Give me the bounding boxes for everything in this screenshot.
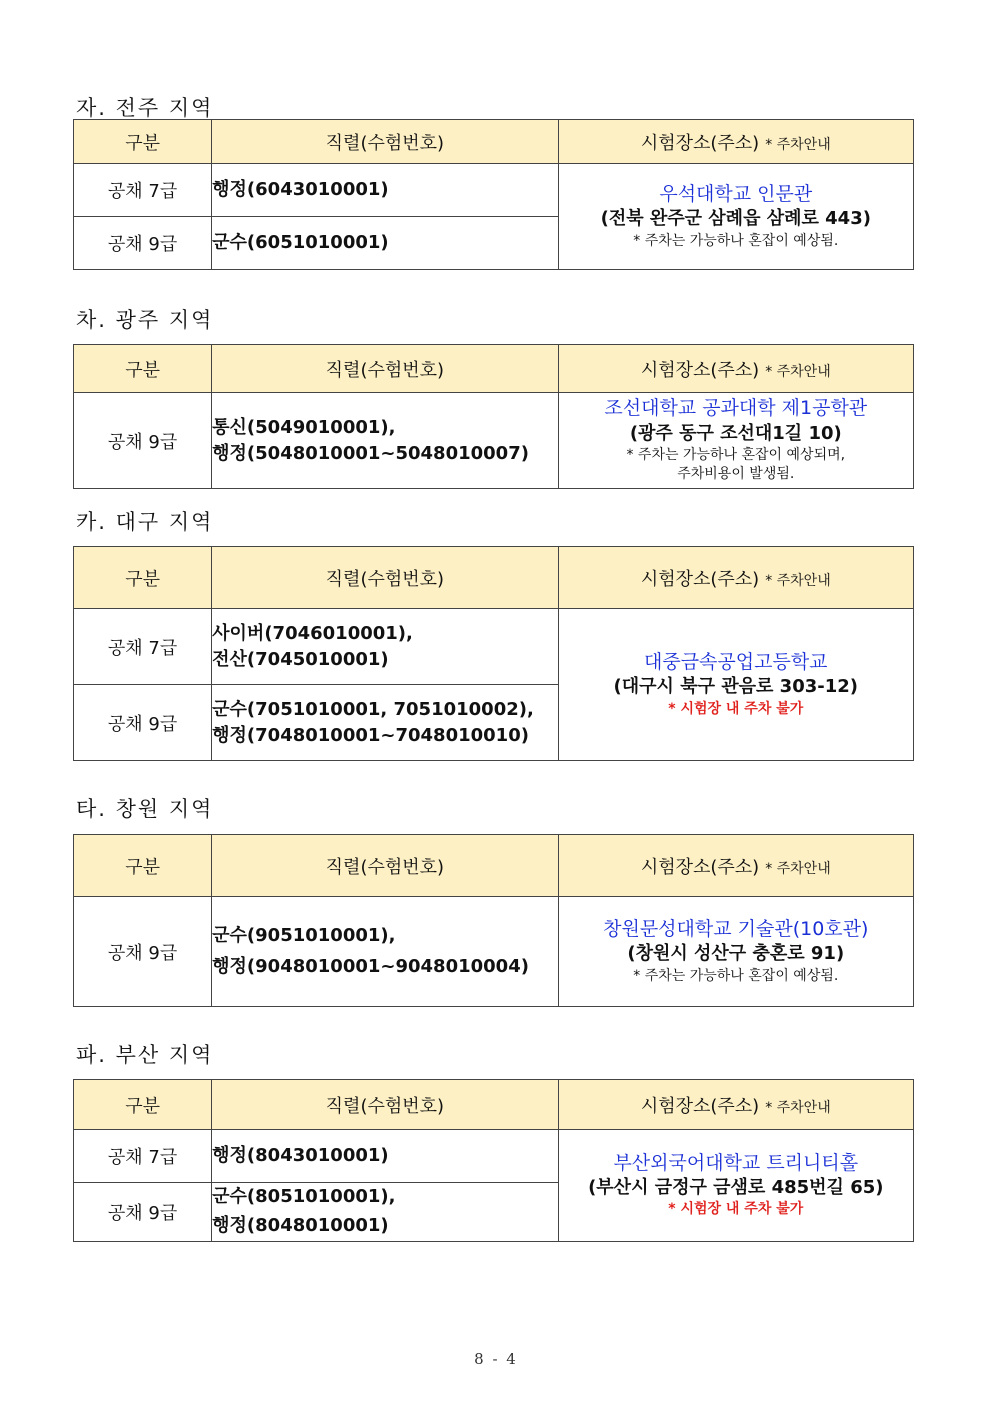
venue-name: 부산외국어대학교 트리니티홀 [613,1151,859,1174]
header-venue: 시험장소(주소) * 주차안내 [558,1080,913,1130]
header-venue: 시험장소(주소) * 주차안내 [558,547,913,609]
job-cell: 군수(7051010001, 7051010002), 행정(7048010001~7048010010) [212,685,558,761]
table-row [74,1130,914,1183]
section-title-daegu: 카. 대구 지역 [76,510,214,534]
header-category: 구분 [74,835,212,897]
exam-table-jeonju [73,119,914,270]
grade-cell: 공채 9급 [74,897,212,1007]
header-category: 구분 [74,1080,212,1130]
table-header-row [74,835,914,897]
venue-address: (전북 완주군 삼례읍 삼례로 443) [600,208,871,230]
header-category: 구분 [74,547,212,609]
venue-address: (창원시 성산구 충혼로 91) [627,943,845,965]
parking-warning: * 시험장 내 주차 불가 [668,700,804,717]
header-job: 직렬(수험번호) [212,120,558,164]
grade-cell: 공채 7급 [74,609,212,685]
venue-cell [558,897,913,1007]
grade-cell: 공채 9급 [74,1183,212,1242]
header-job: 직렬(수험번호) [212,345,558,393]
table-header-row [74,547,914,609]
table-header-row [74,1080,914,1130]
table-row [74,393,914,489]
job-cell: 사이버(7046010001), 전산(7045010001) [212,609,558,685]
venue-address: (부산시 금정구 금샘로 485번길 65) [588,1177,884,1199]
venue-name: 창원문성대학교 기술관(10호관) [603,917,869,940]
exam-table-gwangju [73,344,914,489]
venue-cell [558,393,913,489]
venue-address: (대구시 북구 관음로 303-12) [613,676,858,698]
header-category: 구분 [74,345,212,393]
venue-name: 조선대학교 공과대학 제1공학관 [604,396,868,419]
venue-address: (광주 동구 조선대1길 10) [629,422,842,444]
grade-cell: 공채 9급 [74,685,212,761]
parking-note: * 주차는 가능하나 혼잡이 예상됨. [633,232,839,249]
table-header-row [74,345,914,393]
page-number: 8 - 4 [474,1350,518,1368]
parking-warning: * 시험장 내 주차 불가 [668,1201,804,1218]
section-title-gwangju: 차. 광주 지역 [76,308,214,332]
venue-cell [558,164,913,270]
header-category: 구분 [74,120,212,164]
table-header-row [74,120,914,164]
table-row [74,164,914,217]
header-job: 직렬(수험번호) [212,547,558,609]
header-venue: 시험장소(주소) * 주차안내 [558,120,913,164]
grade-cell: 공채 9급 [74,393,212,489]
parking-note: 주차비용이 발생됨. [677,466,795,483]
header-job: 직렬(수험번호) [212,1080,558,1130]
venue-cell [558,609,913,761]
section-title-jeonju: 자. 전주 지역 [76,96,214,120]
venue-name: 우석대학교 인문관 [659,182,813,205]
header-job: 직렬(수험번호) [212,835,558,897]
job-cell: 행정(8043010001) [212,1130,558,1183]
venue-cell [558,1130,913,1242]
table-row [74,897,914,1007]
job-cell: 통신(5049010001), 행정(5048010001~5048010007) [212,393,558,489]
exam-table-changwon [73,834,914,1007]
parking-note: * 주차는 가능하나 혼잡이 예상됨. [633,967,839,984]
table-row [74,609,914,685]
exam-table-daegu [73,546,914,761]
job-cell: 군수(6051010001) [212,217,558,270]
job-cell: 군수(8051010001), 행정(8048010001) [212,1183,558,1242]
section-title-changwon: 타. 창원 지역 [76,797,214,821]
header-venue: 시험장소(주소) * 주차안내 [558,345,913,393]
grade-cell: 공채 9급 [74,217,212,270]
grade-cell: 공채 7급 [74,1130,212,1183]
job-cell: 행정(6043010001) [212,164,558,217]
section-title-busan: 파. 부산 지역 [76,1043,214,1067]
header-venue: 시험장소(주소) * 주차안내 [558,835,913,897]
venue-name: 대중금속공업고등학교 [644,650,828,673]
exam-table-busan [73,1079,914,1242]
parking-note: * 주차는 가능하나 혼잡이 예상되며, [626,446,846,463]
grade-cell: 공채 7급 [74,164,212,217]
job-cell: 군수(9051010001), 행정(9048010001~9048010004) [212,897,558,1007]
